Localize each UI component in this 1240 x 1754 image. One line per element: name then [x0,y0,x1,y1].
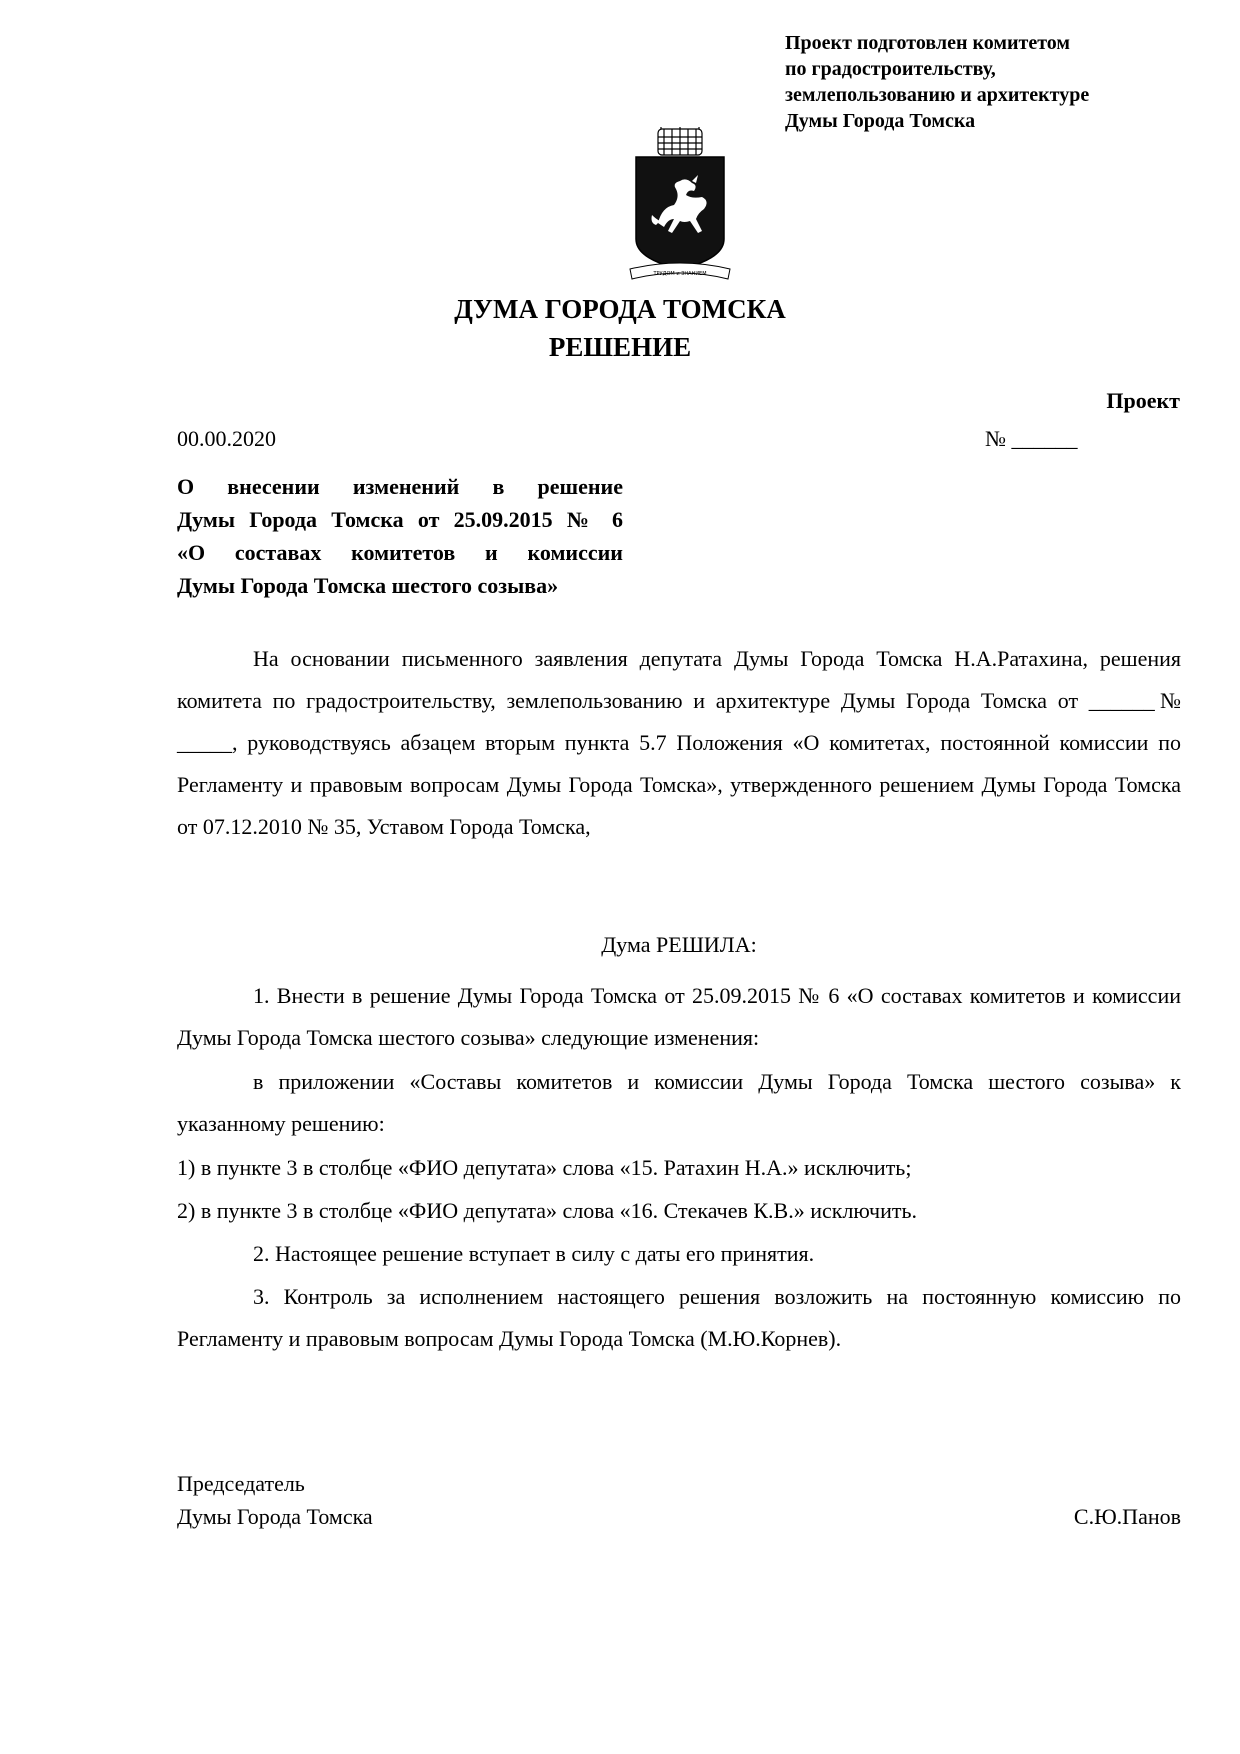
signature-position-line: Председатель [177,1471,305,1496]
header-note-line: Проект подготовлен комитетом [785,32,1071,54]
item-1-b: 2) в пункте 3 в столбце «ФИО депутата» слова «16. Стекачев К.В.» исключить. [177,1198,918,1223]
header-note [785,30,1185,134]
tomsk-coat-of-arms-icon [628,127,732,284]
item-1-sub: в приложении «Составы комитетов и комиссии Думы Города Томска шестого созыва» к указанному решению: [177,1069,1181,1136]
document-title [177,470,623,602]
draft-status: Проект [1106,388,1180,413]
resolved-heading: Дума РЕШИЛА: [601,932,757,957]
title-line: «О составах комитетов и комиссии [177,540,623,565]
item-3: 3. Контроль за исполнением настоящего решения возложить на постоянную комиссию по Регламенту и правовым вопросам Думы Города Томска (М.Ю.Корнев). [177,1284,1181,1351]
document-date: 00.00.2020 [177,426,276,451]
header-note-line: по градостроительству, [785,58,996,80]
item-2: 2. Настоящее решение вступает в силу с даты его принятия. [253,1241,815,1266]
header-note-line: землепользованию и архитектуре [785,84,1090,106]
signature-position [177,1467,373,1533]
title-line: Думы Города Томска от 25.09.2015 № 6 [177,507,623,532]
title-line: Думы Города Томска шестого созыва» [177,573,559,598]
doc-type: РЕШЕНИЕ [548,332,692,362]
signature-name: С.Ю.Панов [1073,1504,1181,1529]
document-number: № ______ [985,426,1078,451]
header-note-line: Думы Города Томска [785,110,976,132]
signature-position-line: Думы Города Томска [177,1504,373,1529]
preamble-paragraph: На основании письменного заявления депутата Думы Города Томска Н.А.Ратахина, решения комитета по градостроительству, землепользованию и архитектуре Думы Города Томска от ______№ _____, руководствуясь абзацем вторым пункта 5.7 Положения «О комитетах, постоянной комиссии по Регламенту и правовым вопросам Думы Города Томска», утвержденного решением Думы Города Томска от 07.12.2010 № 35, Уставом Города Томска, [177,646,1181,839]
org-name: ДУМА ГОРОДА ТОМСКА [454,294,786,324]
item-1-a: 1) в пункте 3 в столбце «ФИО депутата» слова «15. Ратахин Н.А.» исключить; [177,1155,912,1180]
title-line: О внесении изменений в решение [177,474,623,499]
coat-of-arms-icon [628,127,732,284]
item-1: 1. Внести в решение Думы Города Томска от 25.09.2015 № 6 «О составах комитетов и комиссии Думы Города Томска шестого созыва» следующие изменения: [177,983,1181,1050]
emblem-motto: ТРУДОМ и ЗНАНИЕМ [653,271,707,277]
